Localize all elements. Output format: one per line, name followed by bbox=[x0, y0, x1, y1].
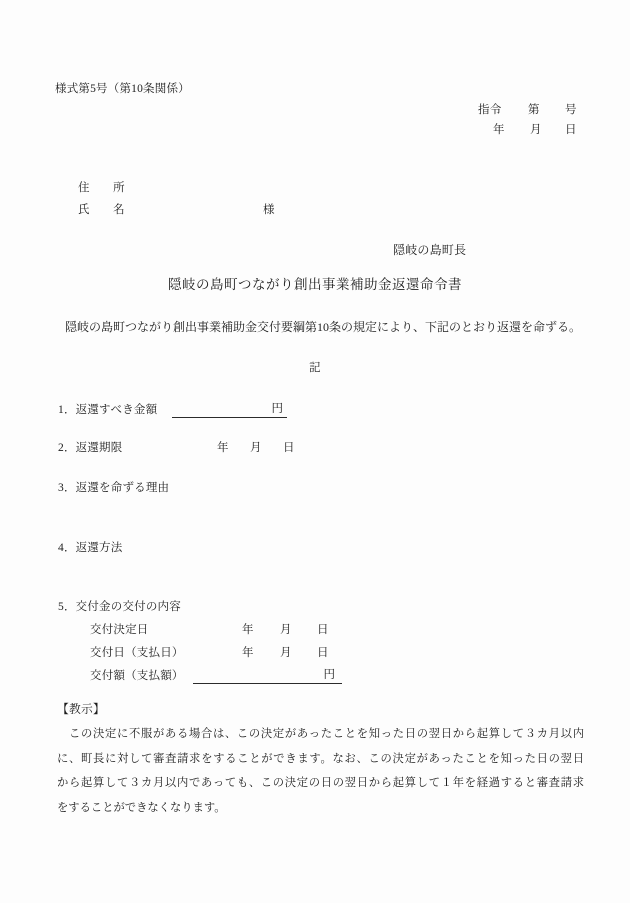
item-4-return-method-label: 4．返還方法 bbox=[58, 542, 123, 554]
form-number: 様式第5号（第10条関係） bbox=[55, 83, 190, 95]
address-label: 住 所 bbox=[78, 182, 125, 194]
deadline-year-label: 年 bbox=[217, 442, 229, 454]
issue-date-month-label: 月 bbox=[530, 124, 542, 136]
payment-month-label: 月 bbox=[280, 647, 292, 659]
grant-decision-date-label: 交付決定日 bbox=[90, 624, 149, 636]
name-label: 氏 名 bbox=[78, 204, 125, 216]
notice-heading: 【教示】 bbox=[57, 702, 105, 716]
notice-line: をすることができなくなります。 bbox=[57, 801, 226, 814]
payment-date-label: 交付日（支払日） bbox=[90, 647, 184, 659]
notice-paragraph bbox=[57, 722, 584, 820]
return-amount-blank-field bbox=[172, 402, 287, 418]
ki-separator: 記 bbox=[309, 362, 321, 374]
item-3-return-reason-label: 3．返還を命ずる理由 bbox=[58, 482, 170, 494]
issuer-title: 隠岐の島町長 bbox=[393, 243, 467, 257]
payment-day-label: 日 bbox=[317, 647, 329, 659]
item-2-return-deadline-label: 2．返還期限 bbox=[58, 442, 123, 454]
issue-date-year-label: 年 bbox=[493, 124, 505, 136]
directive-number-prefix: 第 bbox=[528, 104, 540, 116]
issue-date-day-label: 日 bbox=[565, 124, 577, 136]
decision-month-label: 月 bbox=[280, 624, 292, 636]
notice-line: から起算して３カ月以内であっても、この決定の日の翌日から起算して１年を経過すると審査請求 bbox=[57, 777, 584, 790]
payment-year-label: 年 bbox=[242, 647, 254, 659]
directive-number-suffix: 号 bbox=[565, 104, 577, 116]
payment-amount-blank-field bbox=[193, 668, 342, 684]
item-5-grant-details-label: 5．交付金の交付の内容 bbox=[58, 601, 181, 613]
intro-paragraph: 隠岐の島町つながり創出事業補助金交付要綱第10条の規定により、下記のとおり返還を命ずる。 bbox=[65, 320, 582, 334]
document-title: 隠岐の島町つながり創出事業補助金返還命令書 bbox=[168, 277, 462, 292]
notice-line: この決定に不服がある場合は、この決定があったことを知った日の翌日から起算して３カ月以内 bbox=[57, 728, 584, 740]
decision-day-label: 日 bbox=[317, 624, 329, 636]
directive-label: 指令 bbox=[478, 104, 502, 116]
item-1-return-amount-label: 1．返還すべき金額 bbox=[58, 404, 158, 416]
honorific-sama: 様 bbox=[263, 204, 275, 216]
yen-unit-label: 円 bbox=[271, 403, 283, 415]
notice-line: に、町長に対して審査請求をすることができます。なお、この決定があったことを知った日の翌日 bbox=[57, 752, 584, 765]
payment-amount-label: 交付額（支払額） bbox=[90, 670, 184, 682]
deadline-month-label: 月 bbox=[250, 442, 262, 454]
yen-unit-label: 円 bbox=[323, 669, 335, 681]
decision-year-label: 年 bbox=[242, 624, 254, 636]
deadline-day-label: 日 bbox=[283, 442, 295, 454]
